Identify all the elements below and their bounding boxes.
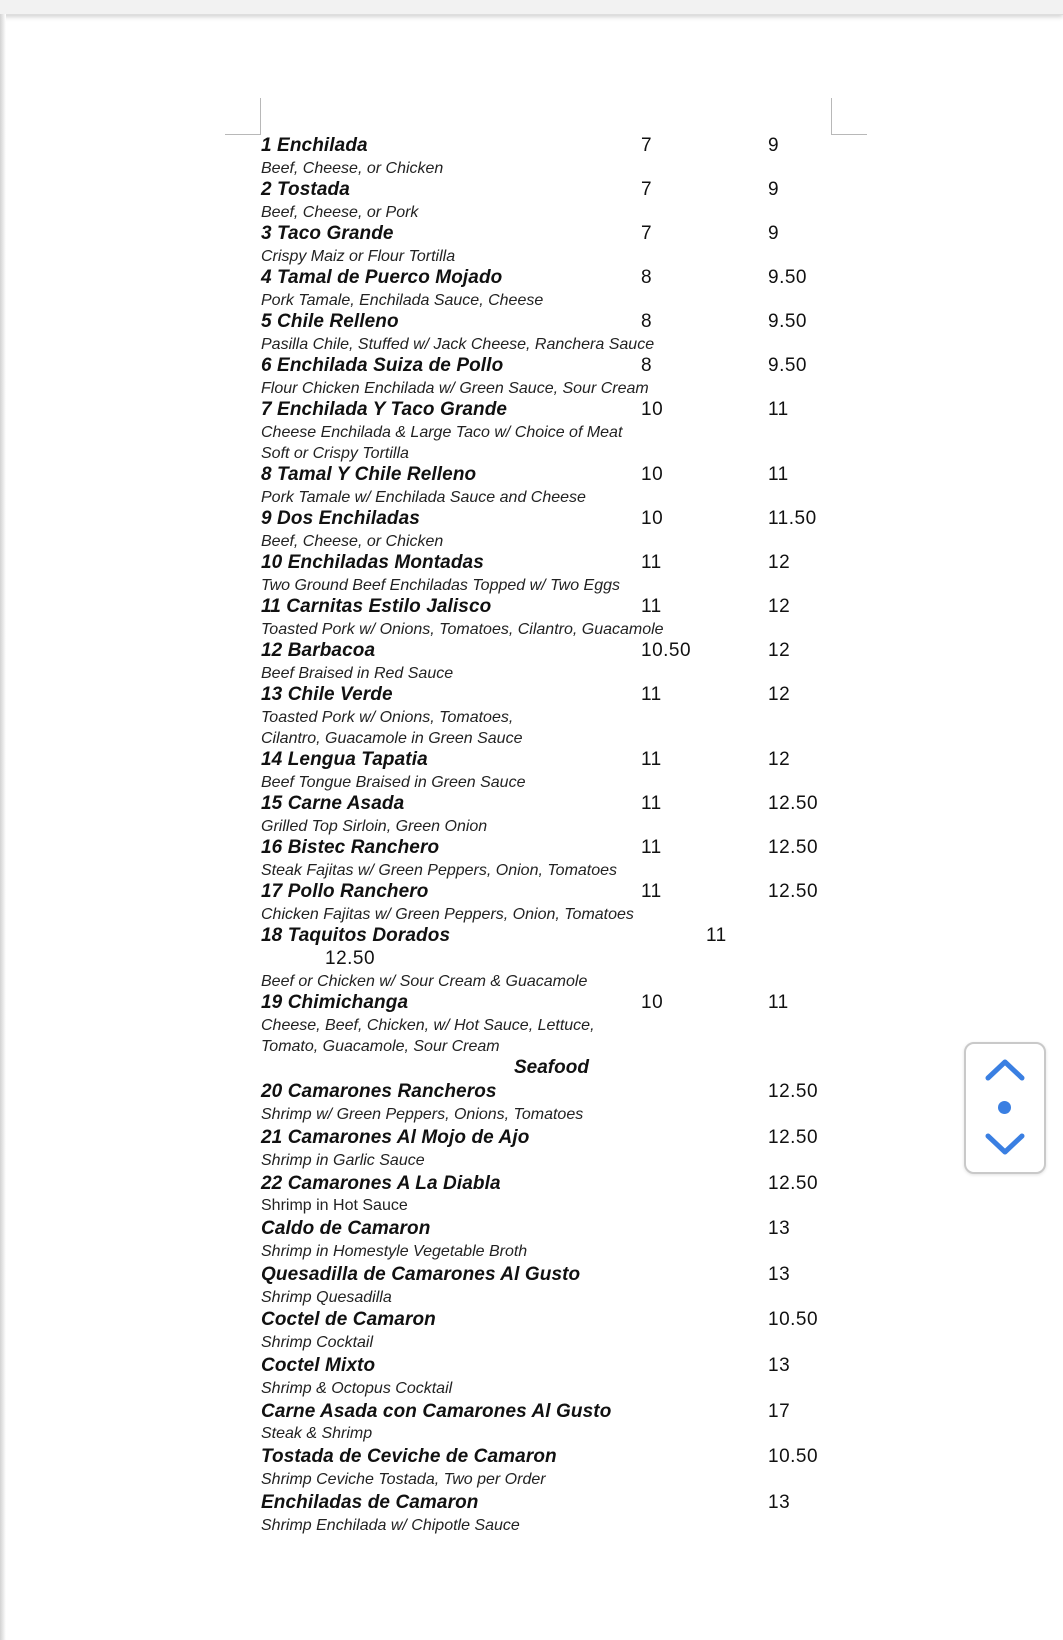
menu-item-price-small: 7 xyxy=(641,179,653,200)
menu-item-price: 13 xyxy=(768,1491,791,1513)
menu-item-price-small: 11 xyxy=(641,881,662,903)
previous-page-button[interactable] xyxy=(966,1048,1044,1092)
seafood-heading: Seafood xyxy=(514,1057,589,1079)
menu-item-name: 20 Camarones Rancheros xyxy=(261,1081,497,1103)
menu-item-description: Pork Tamale w/ Enchilada Sauce and Cheese xyxy=(261,489,586,506)
menu-item-description: Crispy Maiz or Flour Tortilla xyxy=(261,247,456,265)
menu-item-description: Flour Chicken Enchilada w/ Green Sauce, Sour Cream xyxy=(261,379,649,397)
menu-item-price-large: 11.50 xyxy=(768,508,817,530)
menu-item-name: 6 Enchilada Suiza de Pollo xyxy=(261,355,504,376)
menu-item-name: 8 Tamal Y Chile Relleno xyxy=(261,464,477,486)
menu-item-name: Carne Asada con Camarones Al Gusto xyxy=(261,1400,612,1422)
chevron-down-icon xyxy=(966,1122,1044,1166)
menu-item-description: Shrimp w/ Green Peppers, Onions, Tomatoes xyxy=(261,1106,584,1124)
menu-item-description: Shrimp in Garlic Sauce xyxy=(261,1151,425,1169)
menu-item-name: 16 Bistec Ranchero xyxy=(261,837,440,859)
menu-item-description: Shrimp Ceviche Tostada, Two per Order xyxy=(261,1471,546,1488)
menu-item-name: 14 Lengua Tapatia xyxy=(261,749,428,771)
menu-item-price-small: 11 xyxy=(641,684,662,706)
menu-item-name: Coctel Mixto xyxy=(261,1355,376,1376)
menu-item-price-large: 11 xyxy=(768,992,789,1014)
menu-item-price-small: 10 xyxy=(641,992,664,1014)
menu-item-price-small: 10 xyxy=(641,464,664,486)
menu-item-price-large: 12.50 xyxy=(768,837,819,859)
menu-item-description: Pasilla Chile, Stuffed w/ Jack Cheese, Ranchera Sauce xyxy=(261,335,655,353)
menu-item-description: Cheese, Beef, Chicken, w/ Hot Sauce, Lettuce, xyxy=(261,1017,595,1034)
menu-item-description: Shrimp Enchilada w/ Chipotle Sauce xyxy=(261,1516,520,1534)
menu-item-description: Shrimp Cocktail xyxy=(261,1334,374,1352)
menu-item-name: 11 Carnitas Estilo Jalisco xyxy=(261,596,492,618)
menu-item-price: 12.50 xyxy=(768,1172,819,1194)
menu-item-price: 12.50 xyxy=(768,1127,819,1148)
menu-item-name: 18 Taquitos Dorados xyxy=(261,925,451,947)
menu-item-price-large: 12 xyxy=(768,640,791,662)
menu-item-description: Steak Fajitas w/ Green Peppers, Onion, Tomatoes xyxy=(261,862,618,880)
menu-item-price: 13 xyxy=(768,1263,791,1285)
menu-item-description: Tomato, Guacamole, Sour Cream xyxy=(261,1038,500,1056)
menu-item-description: Toasted Pork w/ Onions, Tomatoes, xyxy=(261,709,514,726)
menu-item-price-large: 12 xyxy=(768,684,791,706)
menu-item-price-small: 10 xyxy=(641,399,664,420)
menu-item-price-large: 12 xyxy=(768,552,791,574)
menu-item-name: 13 Chile Verde xyxy=(261,684,393,706)
menu-item-description: Beef, Cheese, or Chicken xyxy=(261,533,444,550)
menu-item-price-small: 11 xyxy=(641,837,662,859)
menu-item-price-large: 12.50 xyxy=(768,881,819,903)
menu-item-description: Shrimp & Octopus Cocktail xyxy=(261,1379,453,1397)
menu-item-name: 2 Tostada xyxy=(261,179,350,200)
menu-item-price-small: 11 xyxy=(641,749,662,771)
menu-item-price-small: 8 xyxy=(641,355,653,376)
menu-item-name: Enchiladas de Camaron xyxy=(261,1491,479,1513)
chevron-up-icon xyxy=(966,1048,1044,1092)
menu-item-price: 12.50 xyxy=(768,1081,819,1103)
menu-item-price-small: 11 xyxy=(641,793,662,815)
menu-item-price-small: 11 xyxy=(641,596,662,618)
menu-item-price-large: 11 xyxy=(768,464,789,486)
menu-item-name: 3 Taco Grande xyxy=(261,223,394,244)
menu-item-name: 22 Camarones A La Diabla xyxy=(261,1172,501,1194)
menu-item-price-large: 12.50 xyxy=(325,948,376,970)
menu-item-description: Beef, Cheese, or Pork xyxy=(261,203,419,221)
menu-item-price: 13 xyxy=(768,1355,791,1376)
menu-item-price-small: 11 xyxy=(641,552,662,574)
next-page-button[interactable] xyxy=(966,1122,1044,1166)
menu-item-price-large: 12.50 xyxy=(768,793,819,815)
menu-item-price-large: 9 xyxy=(768,179,780,200)
menu-item-price: 10.50 xyxy=(768,1446,819,1468)
menu-item-name: 4 Tamal de Puerco Mojado xyxy=(261,267,503,288)
menu-item-price-large: 9 xyxy=(768,223,780,244)
menu-item-description: Steak & Shrimp xyxy=(261,1425,373,1443)
menu-item-description: Beef Tongue Braised in Green Sauce xyxy=(261,774,526,792)
menu-item-price-large: 9 xyxy=(768,135,780,156)
menu-item-description: Grilled Top Sirloin, Green Onion xyxy=(261,818,488,836)
menu-item-price-large: 9.50 xyxy=(768,311,807,332)
menu-item-name: 19 Chimichanga xyxy=(261,992,409,1014)
menu-item-description: Beef Braised in Red Sauce xyxy=(261,665,454,682)
menu-item-name: 5 Chile Relleno xyxy=(261,311,399,332)
menu-item-description: Beef or Chicken w/ Sour Cream & Guacamole xyxy=(261,973,588,990)
menu-item-price-small: 7 xyxy=(641,223,653,244)
menu-item-description: Toasted Pork w/ Onions, Tomatoes, Cilantro, Guacamole xyxy=(261,621,664,638)
menu-item-price-large: 11 xyxy=(768,399,789,420)
menu-item-name: 7 Enchilada Y Taco Grande xyxy=(261,399,508,420)
menu-item-price-small: 10.50 xyxy=(641,640,692,662)
menu-item-price: 17 xyxy=(768,1400,791,1422)
page-indicator-dot xyxy=(998,1101,1011,1114)
menu-item-description: Pork Tamale, Enchilada Sauce, Cheese xyxy=(261,291,544,309)
menu-item-description: Chicken Fajitas w/ Green Peppers, Onion, Tomatoes xyxy=(261,906,634,924)
page-navigation xyxy=(964,1042,1046,1174)
menu-item-description: Cheese Enchilada & Large Taco w/ Choice of Meat xyxy=(261,423,623,441)
menu-item-price-small: 10 xyxy=(641,508,664,530)
menu-item-description: Beef, Cheese, or Chicken xyxy=(261,159,444,177)
menu-item-description: Soft or Crispy Tortilla xyxy=(261,445,409,462)
menu-item-price-small: 11 xyxy=(706,925,727,947)
menu-item-name: Caldo de Camaron xyxy=(261,1218,431,1240)
menu-item-price-large: 9.50 xyxy=(768,355,807,376)
menu-item-description: Shrimp in Homestyle Vegetable Broth xyxy=(261,1243,528,1260)
menu-item-price-large: 12 xyxy=(768,596,791,618)
menu-item-name: 9 Dos Enchiladas xyxy=(261,508,420,530)
menu-item-price-small: 7 xyxy=(641,135,653,156)
menu-item-description: Two Ground Beef Enchiladas Topped w/ Two Eggs xyxy=(261,577,621,594)
menu-item-name: 17 Pollo Ranchero xyxy=(261,881,429,903)
menu-item-name: 21 Camarones Al Mojo de Ajo xyxy=(261,1127,530,1148)
menu-item-name: Quesadilla de Camarones Al Gusto xyxy=(261,1263,581,1285)
menu-item-price: 10.50 xyxy=(768,1309,819,1331)
menu-item-description: Shrimp Quesadilla xyxy=(261,1288,392,1306)
menu-item-price-small: 8 xyxy=(641,267,653,288)
menu-item-description: Cilantro, Guacamole in Green Sauce xyxy=(261,730,523,748)
menu-item-name: 12 Barbacoa xyxy=(261,640,376,662)
menu-item-price-large: 9.50 xyxy=(768,267,807,288)
menu-item-name: 1 Enchilada xyxy=(261,135,368,156)
menu-item-price-large: 12 xyxy=(768,749,791,771)
menu-item-name: Coctel de Camaron xyxy=(261,1309,436,1331)
menu-item-price-small: 8 xyxy=(641,311,653,332)
menu-item-name: 10 Enchiladas Montadas xyxy=(261,552,484,574)
menu-item-name: Tostada de Ceviche de Camaron xyxy=(261,1446,557,1468)
menu-item-description: Shrimp in Hot Sauce xyxy=(261,1197,408,1215)
menu-item-name: 15 Carne Asada xyxy=(261,793,405,815)
menu-item-price: 13 xyxy=(768,1218,791,1240)
